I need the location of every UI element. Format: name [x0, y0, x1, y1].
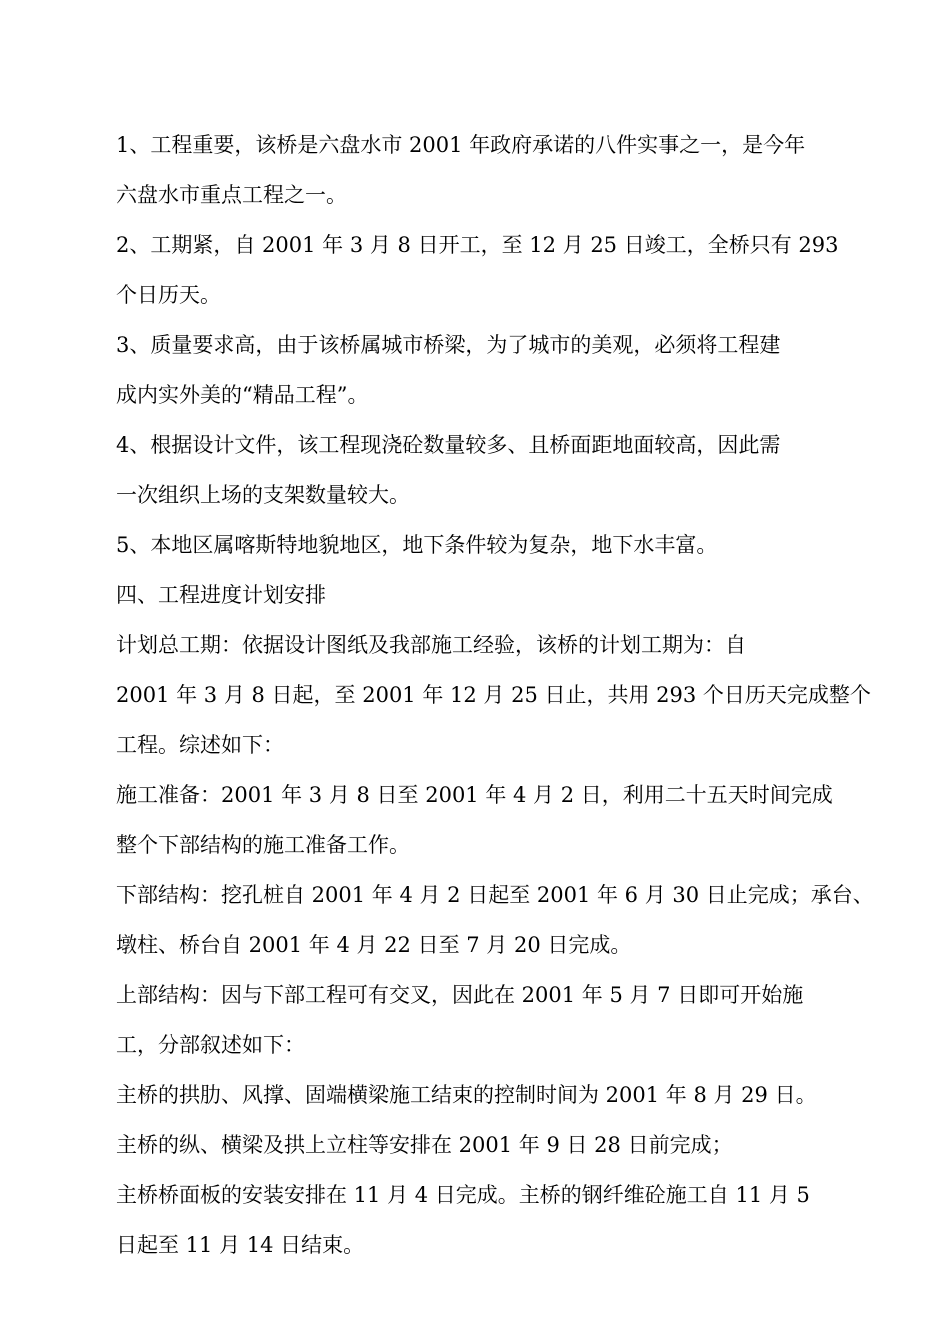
text-line-22: 主桥桥面板的安装安排在 11 月 4 日完成。主桥的钢纤维砼施工自 11 月 5	[116, 1183, 810, 1207]
text-line-19: 工，分部叙述如下：	[116, 1033, 305, 1057]
text-line-21: 主桥的纵、横梁及拱上立柱等安排在 2001 年 9 日 28 日前完成；	[116, 1133, 733, 1157]
text-line-6: 成内实外美的“精品工程”。	[116, 383, 369, 407]
text-line-14: 施工准备：2001 年 3 月 8 日至 2001 年 4 月 2 日，利用二十五天时间完成	[116, 783, 833, 807]
text-line-4: 个日历天。	[116, 283, 221, 307]
text-line-9: 5、本地区属喀斯特地貌地区，地下条件较为复杂，地下水丰富。	[116, 533, 718, 557]
document-body	[116, 120, 874, 1270]
text-line-12: 2001 年 3 月 8 日起，至 2001 年 12 月 25 日止，共用 293 个日历天完成整个	[116, 683, 871, 707]
text-line-16: 下部结构：挖孔桩自 2001 年 4 月 2 日起至 2001 年 6 月 30 日止完成；承台、	[116, 883, 874, 907]
text-line-3: 2、工期紧，自 2001 年 3 月 8 日开工，至 12 月 25 日竣工，全桥只有 293	[116, 233, 839, 257]
text-line-8: 一次组织上场的支架数量较大。	[116, 483, 410, 507]
text-line-2: 六盘水市重点工程之一。	[116, 183, 347, 207]
text-line-7: 4、根据设计文件，该工程现浇砼数量较多、且桥面距地面较高，因此需	[116, 433, 781, 457]
text-line-20: 主桥的拱肋、风撑、固端横梁施工结束的控制时间为 2001 年 8 月 29 日。	[116, 1083, 817, 1107]
text-line-17: 墩柱、桥台自 2001 年 4 月 22 日至 7 月 20 日完成。	[116, 933, 632, 957]
text-line-5: 3、质量要求高，由于该桥属城市桥梁，为了城市的美观，必须将工程建	[116, 333, 781, 357]
text-line-18: 上部结构：因与下部工程可有交叉，因此在 2001 年 5 月 7 日即可开始施	[116, 983, 804, 1007]
section-heading: 四、工程进度计划安排	[116, 583, 326, 607]
text-line-11: 计划总工期：依据设计图纸及我部施工经验，该桥的计划工期为：自	[116, 633, 746, 657]
text-line-1: 1、工程重要，该桥是六盘水市 2001 年政府承诺的八件实事之一，是今年	[116, 133, 806, 157]
text-line-23: 日起至 11 月 14 日结束。	[116, 1233, 365, 1257]
text-line-15: 整个下部结构的施工准备工作。	[116, 833, 410, 857]
text-line-13: 工程。综述如下：	[116, 733, 284, 757]
